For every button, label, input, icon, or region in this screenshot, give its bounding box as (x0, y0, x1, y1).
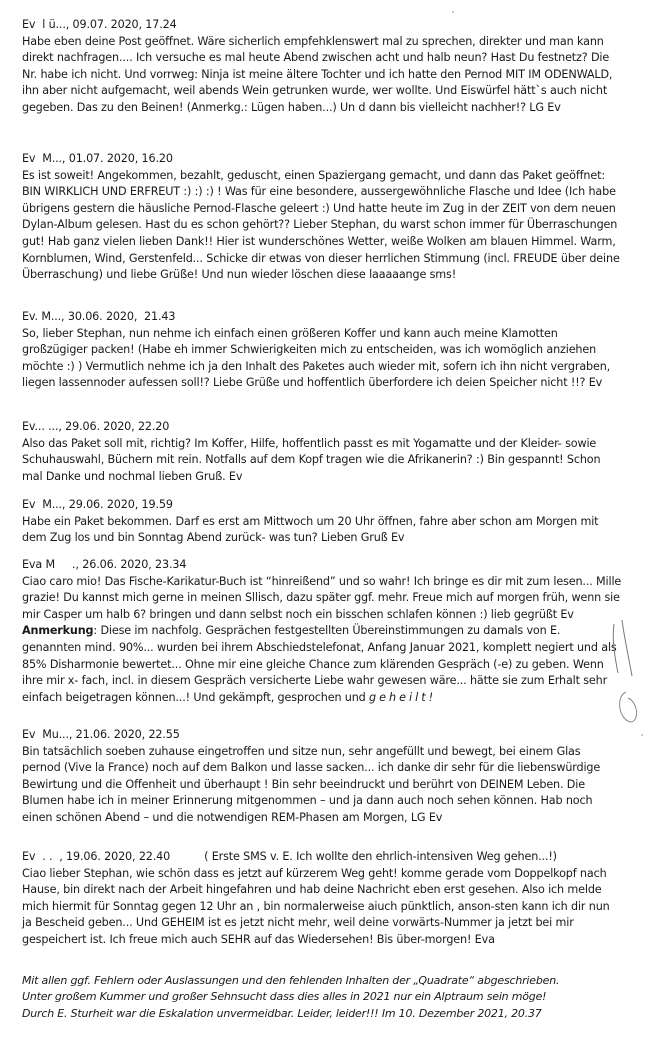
annotation-emphasis: geheilt! (369, 690, 437, 704)
annotation-label: Anmerkung (22, 624, 94, 638)
sms-entry (22, 309, 622, 392)
sms-header: Ev. M..., 30.06. 2020, 21.43 (22, 310, 176, 323)
sms-header: Ev M..., 01.07. 2020, 16.20 (22, 152, 173, 165)
sms-entry (22, 727, 622, 827)
sms-body: So, lieber Stephan, nun nehme ich einfach einen größeren Koffer und kann auch meine Klamotten großzügiger packen! (Habe eh immer Schwierigkeiten mich zu entscheiden, was ich womöglich anziehen möchte :) ) Vermutlich nehme ich ja den Inhalt des Paketes auch wieder mit, sofern ich ihn nicht vergraben, liegen lassennoder aufessen soll!? Liebe Grüße und hoffentlich überfordere ich deien Speicher nicht !!? Ev (22, 326, 611, 390)
sms-header: Ev . . , 19.06. 2020, 22.40 (22, 850, 171, 863)
footer-line: Durch E. Sturheit war die Eskalation unvermeidbar. Leider, leider!!! Im 10. Dezember 2021, 20.37 (22, 1006, 542, 1020)
sms-entry (22, 557, 622, 706)
sms-header: Ev... ..., 29.06. 2020, 22.20 (22, 420, 170, 433)
transcription-footer (22, 973, 632, 1022)
sms-header-note: ( Erste SMS v. E. Ich wollte den ehrlich-intensiven Weg gehen...!) (204, 850, 557, 863)
sms-entry (22, 419, 622, 485)
footer-line: Unter großem Kummer und großer Sehnsucht dass dies alles in 2021 nur ein Alptraum sein möge! (22, 990, 547, 1004)
annotation-paragraph (22, 623, 622, 706)
sms-body: Habe eben deine Post geöffnet. Wäre sicherlich empfehklenswert mal zu sprechen, direkter und man kann direkt nachfragen.... Ich versuche es mal heute Abend zwischen acht und halb neun? Hast Du festnetz? Die Nr. habe ich nicht. Und vorrweg: Ninja ist meine ältere Tochter und ich hatte den Pernod MIT IM ODENWALD, ihn aber nicht aufgemacht, weil abends Wein getrunken wurde, wer wollte. Und Eiswürfel hätt`s auch nicht gegeben. Das zu den Beinen! (Anmerkg.: Lügen haben...) Un d dann bis vielleicht nachher!? LG Ev (22, 34, 613, 114)
sms-entry (22, 151, 622, 284)
sms-header: Eva M ., 26.06. 2020, 23.34 (22, 558, 187, 571)
sms-header: Ev M..., 29.06. 2020, 19.59 (22, 498, 173, 511)
footer-line: Mit allen ggf. Fehlern oder Auslassungen und den fehlenden Inhalten der „Quadrate“ abgeschrieben. (22, 974, 560, 987)
sms-body: Also das Paket soll mit, richtig? Im Koffer, Hilfe, hoffentlich passt es mit Yogamatte und der Kleider- sowie Schuhauswahl, Büchern mit rein. Notfalls auf dem Kopf tragen wie die Afrikanerin? :) Bin gespannt! Schon mal Danke und nochmal lieben Gruß. Ev (22, 436, 601, 483)
sms-header: Ev Mu..., 21.06. 2020, 22.55 (22, 728, 180, 741)
sms-entry (22, 849, 622, 949)
sms-entry (22, 497, 622, 547)
handwritten-mark (608, 618, 648, 728)
scan-speck (641, 734, 643, 736)
sms-body: Habe ein Paket bekommen. Darf es erst am Mittwoch um 20 Uhr öffnen, fahre aber schon am Morgen mit dem Zug los und bin Sonntag Abend zurück- was tun? Lieben Gruß Ev (22, 514, 599, 545)
sms-entry (22, 17, 622, 117)
sms-body: Ciao caro mio! Das Fische-Karikatur-Buch ist “hinreißend” und so wahr! Ich bringe es dir mit zum lesen... Mille grazie! Du kannst mich gerne in meinen Sllisch, dazu später ggf. mehr. Freue mich auf morgen früh, wenn sie mir Casper um halb 6? bringen und dann selbst noch ein bisschen schlafen können :) lieb gegrüßt Ev (22, 574, 622, 621)
sms-body: Bin tatsächlich soeben zuhause eingetroffen und sitze nun, sehr angefüllt und bewegt, bei einem Glas pernod (Vive la France) noch auf dem Balkon und lasse sacken... ich danke dir sehr für die liebenswürdige Bewirtung und die Offenheit und überhaupt ! Bin sehr beeindruckt und berührt von DEINEM Leben. Die Blumen habe ich in meiner Erinnerung mitgenommen – und ja dann auch noch sehen können. Hab noch einen schönen Abend – und die notwendigen REM-Phasen am Morgen, LG Ev (22, 744, 601, 824)
sms-body: Es ist soweit! Angekommen, bezahlt, geduscht, einen Spaziergang gemacht, und dann das Paket geöffnet: BIN WIRKLICH UND ERFREUT :) :) :) ! Was für eine besondere, aussergewöhnliche Flasche und Idee (Ich habe übrigens gestern die häusliche Pernod-Flasche geleert :) Und hatte heute im Zug in der ZEIT von dem neuen Dylan-Album gelesen. Hast du es schon gehört?? Lieber Stephan, du warst schon immer für Überraschungen gut! Hab ganz vielen lieben Dank!! Hier ist wunderschönes Wetter, weiße Wolken am blauen Himmel. Warm, Kornblumen, Wind, Gerstenfeld... Schicke dir etwas von dieser herrlichen Stimmung (incl. FREUDE über deine Überraschung) und liebe Grüße! Und nun wieder löschen diese laaaaange sms! (22, 168, 620, 282)
annotation-text: : Diese im nachfolg. Gesprächen festgestellten Übereinstimmungen zu damals von E. genannten mind. 90%... wurden bei ihrem Abschiedstelefonat, Anfang Januar 2021, komplett negiert und als 85% Disharmonie bewertet... Ohne mir eine gleiche Chance zum klärenden Gespräch (-e) zu geben. Wenn ihre mir x- fach, incl. in diesem Gespräch versicherte Liebe wahr gewesen wäre... hätte sie zum Erhalt sehr einfach beigetragen können...! Und gekämpft, gesprochen und (22, 624, 617, 704)
sms-header: Ev l ü..., 09.07. 2020, 17.24 (22, 18, 177, 31)
scan-speck (452, 11, 454, 13)
sms-body: Ciao lieber Stephan, wie schön dass es jetzt auf kürzerem Weg geht! komme gerade vom Doppelkopf nach Hause, bin direkt nach der Arbeit hingefahren und hab deine Nachricht eben erst gesehen. Also ich melde mich hiermit für Sonntag gegen 12 Uhr an , bin normalerweise aiuch pünktlich, anson-sten kann ich dir nun ja Bescheid geben... Und GEHEIM ist es jetzt nicht mehr, weil deine vorwärts-Nummer ja jetzt bei mir gespeichert ist. Ich freue mich auch SEHR auf das Wiedersehen! Bis über-morgen! Eva (22, 866, 610, 946)
